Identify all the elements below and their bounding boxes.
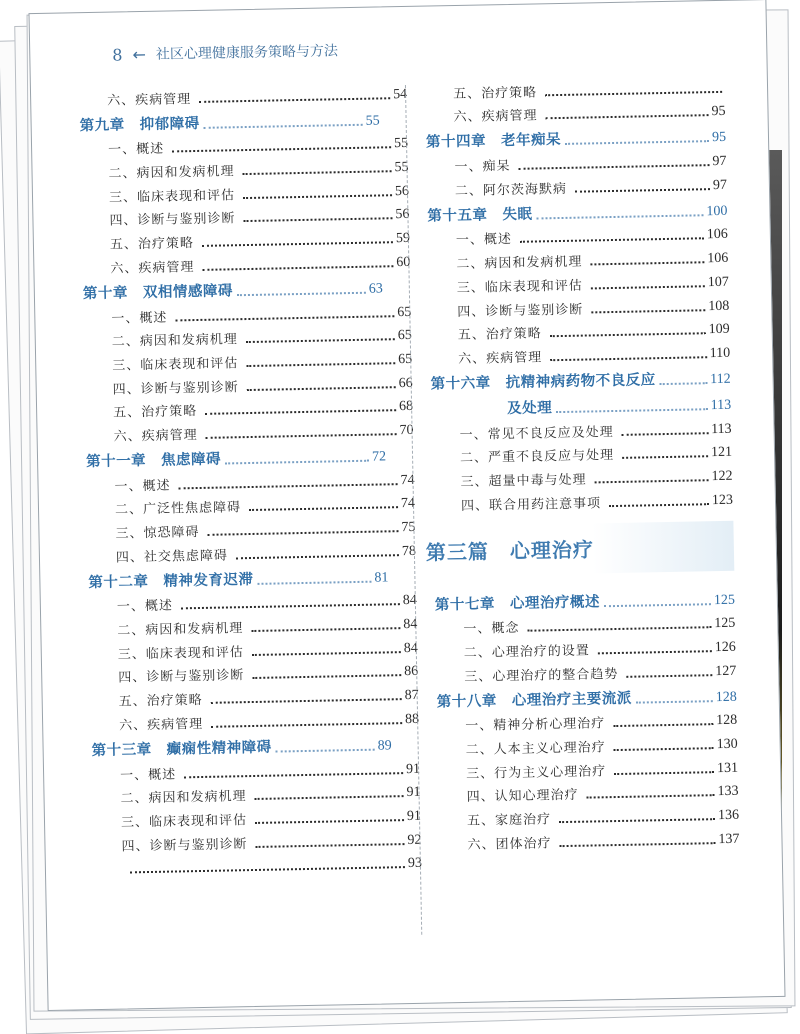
toc-entry-page: 81: [374, 570, 389, 586]
toc-entry-title: 二、病因和发病机理: [111, 332, 238, 350]
dot-leader: [622, 455, 708, 459]
toc-entry-page: 74: [400, 496, 416, 512]
toc-entry-title: 六、疾病管理: [107, 91, 192, 109]
toc-entry-title: 二、人本主义心理治疗: [465, 740, 606, 758]
dot-leader: [613, 724, 713, 728]
dot-leader: [590, 261, 704, 265]
toc-entry-page: 109: [708, 321, 730, 338]
dot-leader: [246, 338, 395, 343]
dot-leader: [276, 748, 375, 752]
dot-leader: [545, 91, 722, 96]
toc-entry-title: 六、团体治疗: [467, 836, 552, 853]
toc-entry-page: 125: [714, 616, 736, 632]
dot-leader: [184, 772, 403, 778]
toc-entry-title: 第十一章 焦虑障碍: [85, 451, 222, 471]
dot-leader: [660, 382, 708, 385]
toc-entry-title: 一、痴呆: [454, 159, 511, 176]
toc-entry-title: 第十六章 抗精神病药物不良反应: [430, 372, 656, 393]
dot-leader: [249, 506, 398, 511]
toc-entry-page: 122: [711, 468, 733, 485]
toc-entry-page: 112: [710, 371, 731, 388]
dot-leader: [172, 147, 391, 153]
toc-entry-title: 二、病因和发病机理: [108, 164, 235, 182]
dot-leader: [204, 123, 363, 128]
toc-entry-title: 一、概述: [119, 766, 177, 784]
toc-entry-title: 二、心理治疗的设置: [463, 643, 590, 661]
toc-entry-title: 三、临床表现和评估: [456, 278, 583, 296]
toc-entry-title: 二、阿尔茨海默病: [454, 181, 568, 199]
toc-entry-page: 65: [397, 328, 412, 344]
toc-entry-page: 131: [716, 760, 739, 776]
toc-entry-title: 四、诊断与鉴别诊断: [109, 211, 236, 230]
toc-entry-page: 65: [398, 351, 413, 368]
toc-entry-title: 一、精神分析心理治疗: [465, 716, 606, 735]
toc-entry-page: 56: [394, 183, 410, 199]
toc-entry-title: 五、治疗策略: [118, 693, 203, 710]
toc-entry-title: 五、家庭治疗: [466, 812, 552, 830]
toc-entry-title: 第九章 抑郁障碍: [79, 115, 200, 134]
toc-entry-title: 一、概述: [114, 478, 171, 495]
toc-right-column: [425, 73, 740, 853]
toc-entry-page: 56: [395, 207, 410, 223]
toc-entry-title: 四、诊断与鉴别诊断: [112, 379, 239, 398]
toc-entry-page: 126: [714, 639, 736, 656]
toc-entry-page: 65: [397, 304, 412, 320]
toc-entry-title: 六、疾病管理: [453, 108, 538, 126]
dot-leader: [626, 674, 712, 678]
toc-entry-page: 87: [404, 687, 419, 704]
toc-entry-page: 137: [718, 831, 740, 847]
dot-leader: [175, 315, 394, 321]
toc-entry-title: 第十四章 老年痴呆: [425, 132, 562, 151]
toc-entry-title: 一、常见不良反应及处理: [459, 424, 614, 443]
toc-entry-page: 110: [709, 345, 731, 362]
dot-leader: [587, 795, 715, 799]
toc-entry-page: 91: [406, 784, 421, 801]
toc-entry-page: 74: [400, 472, 415, 488]
toc-entry-page: 100: [706, 203, 728, 219]
toc-entry-title: 一、概述: [107, 141, 165, 159]
page-number: 8: [112, 44, 123, 65]
toc-entry-title: 二、病因和发病机理: [120, 789, 247, 807]
dot-leader: [252, 675, 401, 680]
toc-entry-page: 86: [404, 664, 419, 680]
toc-entry-page: 130: [716, 736, 738, 753]
dot-leader: [251, 627, 400, 632]
dot-leader: [225, 460, 369, 465]
toc-entry-title: 第十八章 心理治疗主要流派: [436, 690, 632, 711]
toc-entry-title: 一、概念: [463, 621, 520, 638]
dot-leader: [179, 483, 398, 489]
toc-entry-page: 68: [398, 399, 414, 415]
dot-leader: [199, 97, 390, 103]
toc-entry-title: 二、病因和发病机理: [117, 621, 244, 639]
dot-leader: [598, 650, 712, 654]
dot-leader: [636, 700, 713, 703]
toc-entry-page: 72: [371, 449, 387, 465]
dot-leader: [256, 843, 405, 848]
toc-entry-title: 三、临床表现和评估: [120, 813, 248, 831]
dot-leader: [560, 842, 716, 847]
arrow-left-icon: ←: [132, 44, 147, 64]
toc-entry-title: 一、概述: [455, 232, 513, 249]
toc-entry-page: 95: [711, 104, 726, 120]
dot-leader: [614, 771, 714, 775]
dot-leader: [211, 722, 402, 728]
toc-left-column: [79, 79, 423, 878]
dot-leader: [208, 530, 399, 536]
toc-entry-page: 70: [399, 422, 414, 439]
toc-entry-title: 五、治疗策略: [109, 236, 195, 253]
dot-leader: [202, 265, 393, 271]
toc-entry-title: 四、诊断与鉴别诊断: [457, 302, 584, 320]
toc-entry-page: 133: [717, 784, 739, 800]
dot-leader: [205, 409, 396, 415]
toc-entry-title: 六、疾病管理: [458, 350, 543, 367]
dot-leader: [595, 479, 709, 483]
toc-entry-page: 84: [403, 640, 418, 656]
toc-entry-title: 第十章 双相情感障碍: [82, 283, 234, 302]
dot-leader: [546, 115, 709, 120]
dot-leader: [255, 819, 404, 824]
toc-entry-page: 113: [710, 421, 732, 437]
page-header: [112, 38, 338, 66]
dot-leader: [614, 747, 714, 751]
toc-entry-title: 一、概述: [116, 598, 174, 615]
toc-entry-page: 84: [403, 616, 418, 633]
toc-entry-title: 第十七章 心理治疗概述: [434, 593, 601, 614]
toc-page: [28, 0, 785, 1011]
dot-leader: [130, 866, 405, 873]
toc-entry-page: 88: [404, 711, 420, 727]
dot-leader: [565, 141, 709, 146]
dot-leader: [519, 164, 710, 170]
toc-entry-page: 60: [396, 254, 411, 270]
dot-leader: [550, 332, 706, 337]
toc-entry-page: 55: [365, 113, 380, 129]
toc-entry-page: 66: [398, 375, 413, 391]
toc-entry-title: 六、疾病管理: [110, 259, 195, 277]
toc-entry-page: 123: [711, 492, 734, 508]
toc-entry-title: 二、病因和发病机理: [456, 254, 583, 273]
toc-entry-title: 四、社交焦虑障碍: [115, 548, 229, 566]
toc-entry-title: 四、联合用药注意事项: [460, 495, 602, 514]
toc-entry-page: 59: [395, 231, 411, 247]
toc-entry-page: 89: [377, 738, 392, 754]
toc-entry-page: 128: [715, 689, 737, 705]
dot-leader: [206, 433, 397, 439]
toc-entry-title: 六、疾病管理: [119, 716, 204, 734]
dot-leader: [211, 698, 402, 704]
toc-entry-title: 三、超量中毒与处理: [460, 472, 587, 490]
toc-entry-page: 95: [711, 130, 727, 146]
toc-entry-title: 三、心理治疗的整合趋势: [464, 666, 619, 685]
dot-leader: [604, 603, 711, 607]
toc-entry-page: 93: [407, 856, 423, 872]
toc-entry-title: 四、诊断与鉴别诊断: [121, 836, 248, 855]
toc-entry-page: 55: [394, 159, 409, 176]
dot-leader: [609, 503, 709, 507]
toc-entry-page: 121: [710, 445, 733, 461]
toc-entry-page: 128: [716, 713, 738, 729]
dot-leader: [575, 188, 710, 193]
toc-entry-title: 四、认知心理治疗: [466, 788, 579, 806]
dot-leader: [244, 218, 393, 223]
toc-entry-page: 91: [405, 761, 421, 777]
dot-leader: [591, 285, 705, 289]
dot-leader: [247, 386, 396, 391]
toc-entry-title: 三、临床表现和评估: [112, 356, 239, 374]
dot-leader: [527, 626, 711, 632]
toc-entry-title: 三、惊恐障碍: [115, 524, 200, 542]
dot-leader: [536, 214, 703, 219]
toc-entry-title: 三、临床表现和评估: [117, 644, 244, 663]
dot-leader: [243, 194, 392, 199]
toc-entry-title: 五、治疗策略: [452, 85, 538, 102]
toc-entry-page: 136: [717, 807, 740, 824]
dot-leader: [181, 604, 400, 610]
dot-leader: [246, 362, 395, 367]
toc-entry-title: 二、严重不良反应与处理: [459, 448, 615, 467]
toc-entry-title: 三、行为主义心理治疗: [466, 763, 607, 782]
toc-entry-title: 二、广泛性焦虑障碍: [114, 500, 242, 518]
toc-entry-page: 55: [393, 136, 409, 152]
toc-entry-title: 及处理: [507, 400, 553, 417]
toc-entry-page: 97: [712, 153, 727, 170]
toc-entry-title: 第十二章 精神发育迟滞: [88, 571, 254, 591]
toc-entry-title: 第十三章 癫痫性精神障碍: [91, 739, 272, 759]
toc-entry-title: 四、诊断与鉴别诊断: [118, 668, 245, 687]
book-title: 社区心理健康服务策略与方法: [155, 43, 339, 63]
toc-entry-title: 第十五章 失眠: [427, 206, 533, 225]
toc-entry-page: 108: [708, 298, 730, 314]
toc-entry-page: 106: [707, 250, 729, 267]
dot-leader: [622, 432, 709, 436]
toc-entry-title: 一、概述: [111, 310, 168, 327]
dot-leader: [243, 170, 392, 175]
toc-entry-page: 92: [407, 832, 422, 848]
part-title: 第三篇 心理治疗: [419, 520, 734, 576]
toc-entry-page: 107: [707, 274, 729, 290]
toc-entry-title: 五、治疗策略: [113, 404, 198, 421]
toc-entry-page: 63: [368, 281, 383, 297]
dot-leader: [252, 651, 401, 656]
dot-leader: [556, 408, 708, 413]
toc-entry-page: 125: [713, 592, 736, 608]
toc-entry-page: 91: [406, 808, 422, 824]
dot-leader: [520, 238, 704, 244]
toc-entry-page: 97: [712, 177, 728, 193]
toc-entry-page: 78: [401, 543, 417, 559]
dot-leader: [202, 241, 393, 247]
toc-entry-title: 三、临床表现和评估: [108, 187, 236, 206]
toc-entry-page: 54: [392, 86, 408, 102]
dot-leader: [591, 309, 705, 313]
toc-entry-page: 127: [715, 663, 737, 679]
toc-entry-page: 75: [401, 519, 416, 536]
dot-leader: [559, 818, 715, 823]
toc-entry-page: 113: [710, 397, 732, 414]
toc-entry-page: 106: [706, 227, 729, 243]
toc-entry-title: 五、治疗策略: [457, 326, 542, 344]
dot-leader: [236, 554, 399, 559]
dot-leader: [255, 795, 404, 800]
dot-leader: [237, 292, 366, 296]
dot-leader: [550, 356, 707, 361]
dot-leader: [257, 580, 371, 584]
toc-entry-title: 六、疾病管理: [113, 427, 198, 445]
toc-entry-page: 84: [402, 593, 417, 609]
